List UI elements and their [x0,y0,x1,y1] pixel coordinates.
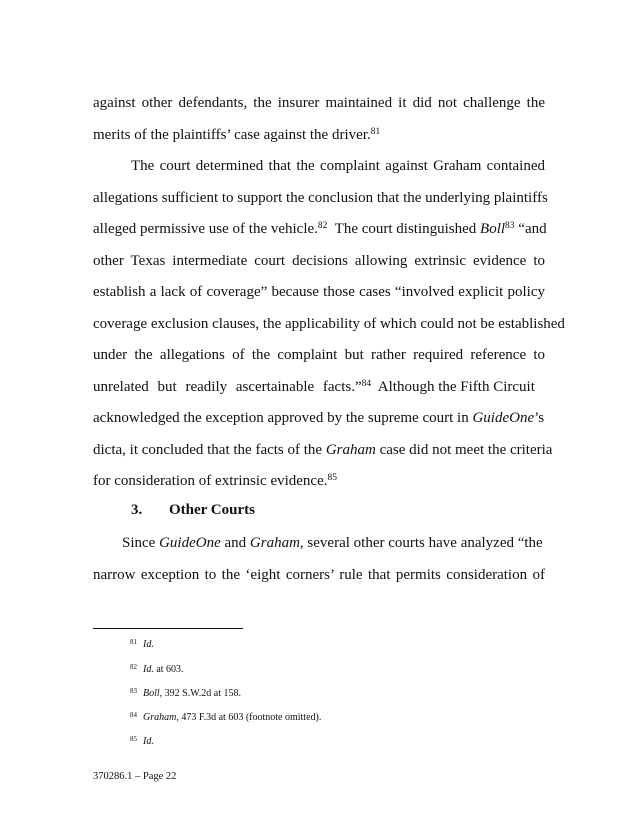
footnote-citation: Id. [143,664,154,675]
line-text: “and [514,221,547,237]
body-line [93,220,545,238]
line-text: for consideration of extrinsic evidence. [93,473,328,489]
line-text: The court distinguished [327,221,481,237]
line-text: alleged permissive use of the vehicle. [93,221,318,237]
footnote-number: 82 [130,663,137,671]
body-line: narrow exception to the ‘eight corners’ rule that permits consideration of [93,567,545,583]
line-text: ’s [534,410,545,426]
footnote-number: 83 [130,687,137,695]
body-line [93,378,545,396]
footnote-number: 81 [130,638,137,646]
case-name: Boll [480,221,506,237]
footnote [130,636,154,651]
line-text: , several other courts have analyzed “the [299,535,543,551]
line-text: Although the Fifth Circuit [371,379,535,395]
line-text: dicta, it concluded that the facts of the [93,442,326,458]
case-name: GuideOne [159,535,221,551]
footnote-ref: 83 [505,221,515,231]
footnote-number: 84 [130,711,137,719]
line-text: Since [122,535,160,551]
footnote-citation: Graham [143,712,177,723]
body-line [93,472,545,490]
body-line [93,409,545,427]
body-line: against other defendants, the insurer maintained it did not challenge the [93,95,545,111]
footnote [130,733,154,748]
footnote [130,709,321,724]
body-line: coverage exclusion clauses, the applicability of which could not be established [93,316,565,332]
line-text: case did not meet the criteria [375,442,553,458]
line-text: acknowledged the exception approved by the supreme court in [93,410,473,426]
footnote-number: 85 [130,735,137,743]
footnote-separator [93,628,243,629]
body-line: under the allegations of the complaint but rather required reference to [93,347,545,363]
body-line: establish a lack of coverage” because those cases “involved explicit policy [93,284,545,300]
footnote-text: , 392 S.W.2d at 158. [159,688,241,699]
footnote-text: at 603. [153,664,184,675]
footnote-text: , 473 F.3d at 603 (footnote omitted). [176,712,322,723]
body-line [93,126,545,144]
footnote-citation: Id. [143,639,154,650]
footnote-ref: 81 [370,127,381,137]
body-line: other Texas intermediate court decisions allowing extrinsic evidence to [93,253,545,269]
body-line [93,441,553,459]
line-text: and [220,535,250,551]
case-name: Graham [325,442,376,458]
footnote-ref: 84 [361,379,372,389]
footnote [130,685,241,700]
section-title: Other Courts [169,502,255,518]
body-line: allegations sufficient to support the conclusion that the underlying plaintiffs [93,190,548,206]
line-text: unrelated but readily ascertainable facts.” [93,379,362,395]
section-number: 3. [131,502,143,518]
footnote [130,661,184,676]
section-heading [131,502,255,519]
footnote-ref: 85 [327,473,337,483]
body-line [122,534,545,552]
page-footer: 370286.1 – Page 22 [93,771,177,782]
line-text: merits of the plaintiffs’ case against the driver. [93,127,371,143]
case-name: Graham [249,535,300,551]
case-name: GuideOne [472,410,535,426]
footnote-ref: 82 [317,221,328,231]
footnote-citation: Boll [143,688,160,699]
footnote-citation: Id. [143,736,154,747]
body-line: The court determined that the complaint against Graham contained [131,158,545,174]
